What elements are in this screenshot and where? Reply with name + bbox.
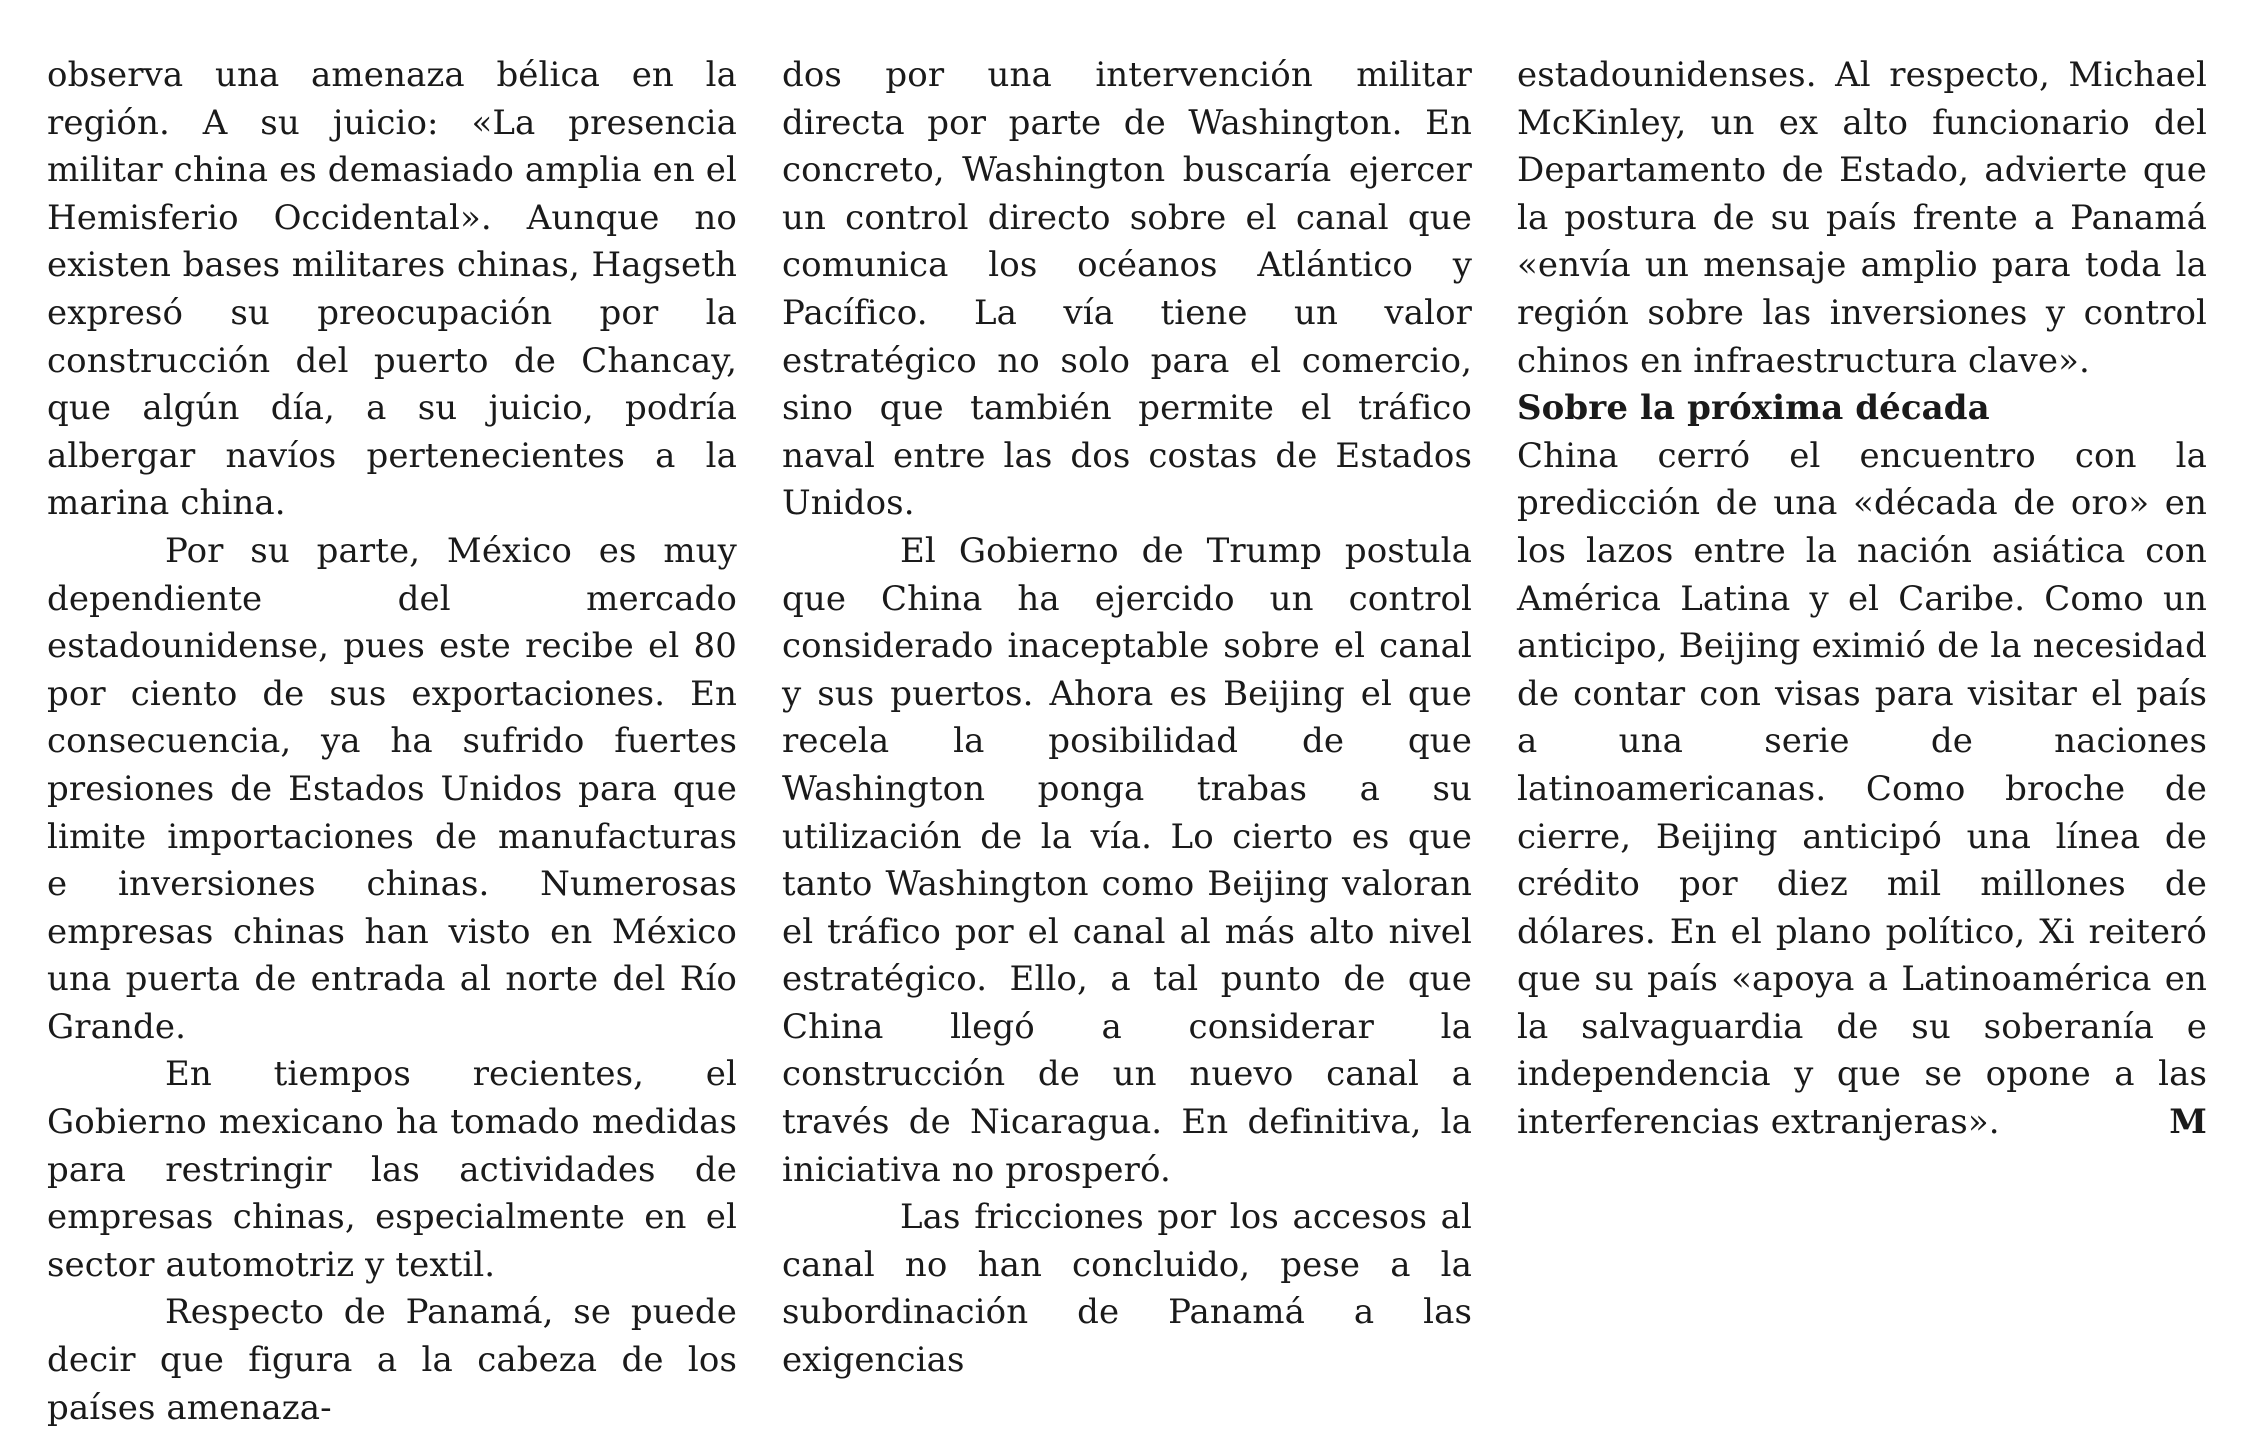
paragraph: El Gobierno de Trump postula que China ha ejercido un control considerado inaceptable sobre el canal y sus puertos. Ahora es Beijing el que recela la posibilidad de que Washington ponga trabas a su utilización de la vía. Lo cierto es que tanto Washington como Beijing valoran el tráfico por el canal al más alto nivel estratégico. Ello, a tal punto de que China llegó a considerar la construcción de un nuevo canal a través de Nicaragua. En definitiva, la iniciativa no prosperó.: [782, 530, 1472, 1190]
paragraph: Respecto de Panamá, se puede decir que figura a la cabeza de los países amenaza-: [47, 1292, 737, 1428]
section-subheading: Sobre la próxima década: [1517, 388, 1990, 429]
paragraph: estadounidenses. Al respecto, Michael McKinley, un ex alto funcionario del Departamento de Estado, advierte que la postura de su país frente a Panamá «envía un mensaje amplio para toda la región sobre las inversiones y control chinos en infraestructura clave».: [1517, 55, 2207, 381]
paragraph: dos por una intervención militar directa por parte de Washington. En concreto, Washington buscaría ejercer un control directo sobre el canal que comunica los océanos Atlántico y Pacífico. La vía tiene un valor estratégico no solo para el comercio, sino que también permite el tráfico naval entre las dos costas de Estados Unidos.: [782, 55, 1472, 524]
paragraph: observa una amenaza bélica en la región. A su juicio: «La presencia militar china es demasiado amplia en el Hemisferio Occidental». Aunque no existen bases militares chinas, Hagseth expresó su preocupación por la construcción del puerto de Chancay, que algún día, a su juicio, podría albergar navíos pertenecientes a la marina china.: [47, 55, 737, 524]
article-column-3: [1517, 52, 2207, 1147]
paragraph: China cerró el encuentro con la predicción de una «década de oro» en los lazos entre la nación asiática con América Latina y el Caribe. Como un anticipo, Beijing eximió de la necesidad de contar con visas para visitar el país a una serie de naciones latinoamericanas. Como broche de cierre, Beijing anticipó una línea de crédito por diez mil millones de dólares. En el plano político, Xi reiteró que su país «apoya a Latinoamérica en la salvaguardia de su soberanía e independencia y que se opone a las interferencias extranjeras».: [1517, 435, 2207, 1143]
end-of-article-mark: M: [2169, 1102, 2207, 1143]
paragraph: En tiempos recientes, el Gobierno mexicano ha tomado medidas para restringir las actividades de empresas chinas, especialmente en el sector automotriz y textil.: [47, 1054, 737, 1285]
closing-paragraph-wrap: [1517, 433, 2207, 1147]
paragraph: Por su parte, México es muy dependiente del mercado estadounidense, pues este recibe el 80 por ciento de sus exportaciones. En consecuencia, ya ha sufrido fuertes presiones de Estados Unidos para que limite importaciones de manufacturas e inversiones chinas. Numerosas empresas chinas han visto en México una puerta de entrada al norte del Río Grande.: [47, 530, 737, 1047]
article-column-1: [47, 52, 737, 1432]
article-column-2: [782, 52, 1472, 1385]
paragraph: Las fricciones por los accesos al canal no han concluido, pese a la subordinación de Panamá a las exigencias: [782, 1197, 1472, 1381]
